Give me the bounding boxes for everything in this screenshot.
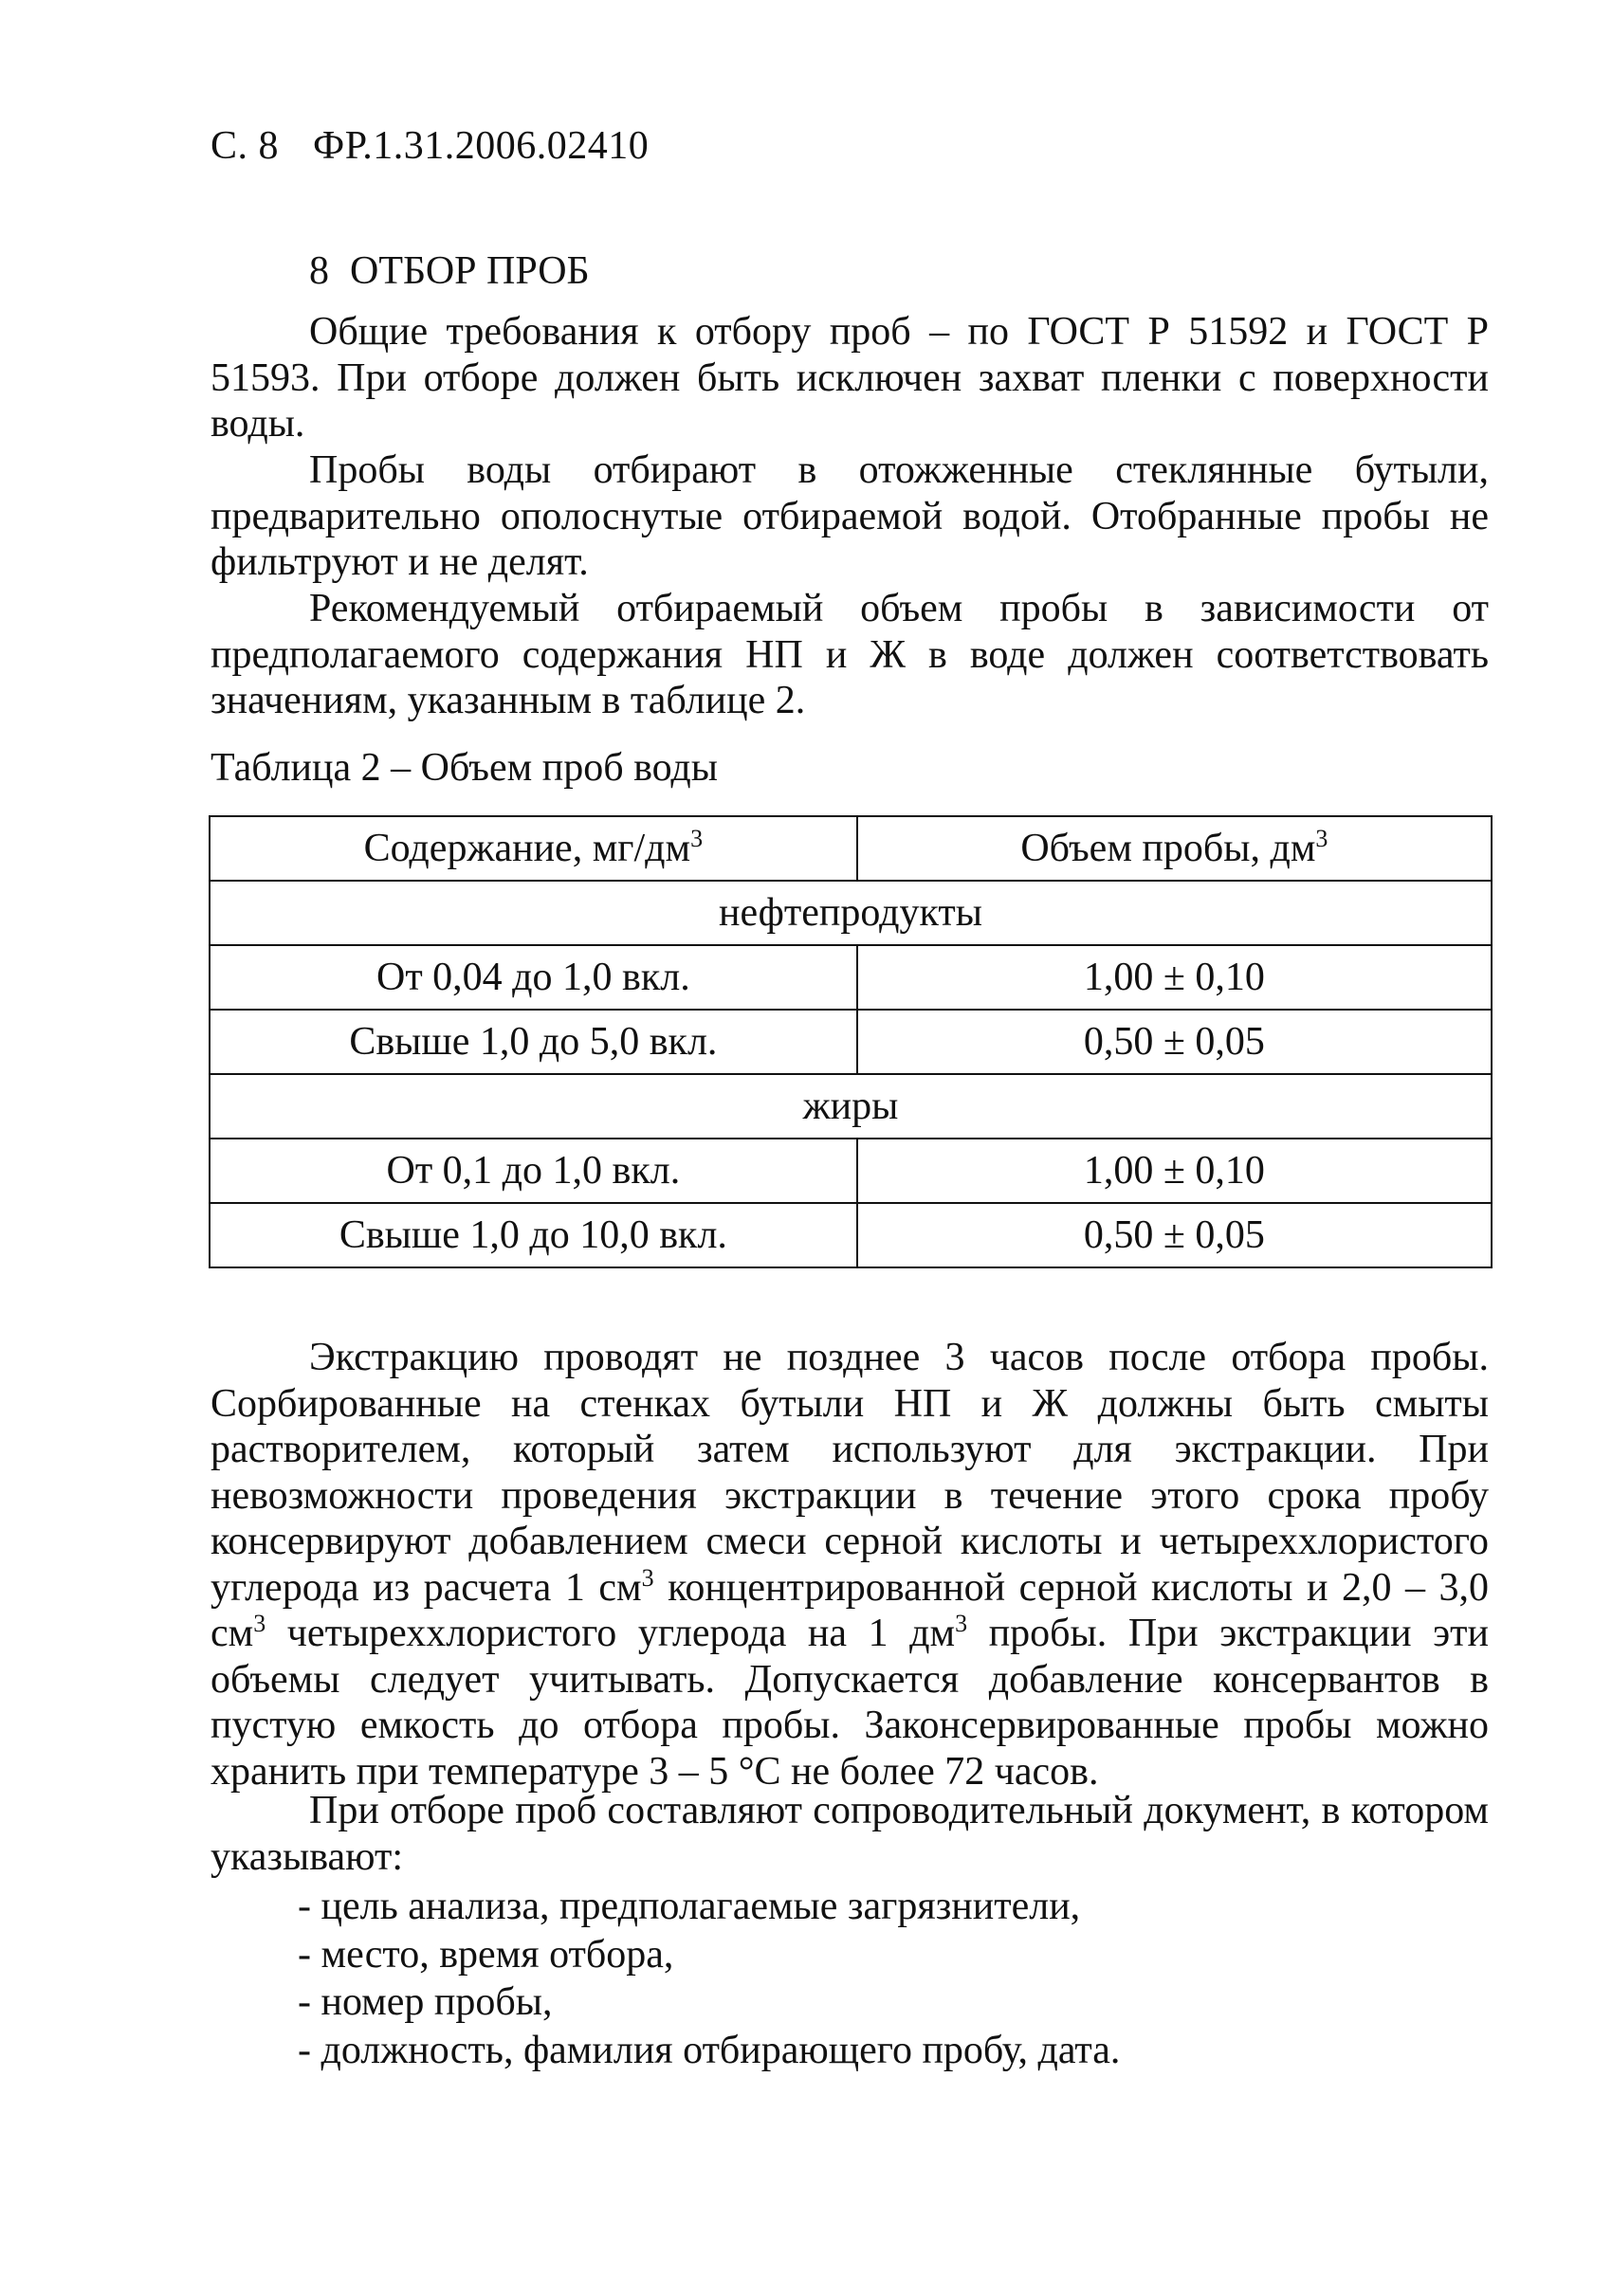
list-item: - должность, фамилия отбирающего пробу, дата. <box>298 2028 1121 2072</box>
content-cell: Свыше 1,0 до 5,0 вкл. <box>210 1010 857 1074</box>
paragraph-recommended-volume: Рекомендуемый отбираемый объем пробы в зависимости от предполагаемого содержания НП и Ж в воде должен соответствовать значениям, указанным в таблице 2. <box>211 587 1489 722</box>
section-number: 8 <box>309 249 329 293</box>
required-info-list <box>298 1883 1120 2074</box>
section-heading <box>309 248 590 294</box>
table-row <box>210 945 1492 1010</box>
volume-cell: 1,00 ± 0,10 <box>857 1139 1492 1203</box>
table-group-row <box>210 881 1492 945</box>
header-content-cell: Содержание, $мг/дм^3$ <box>210 816 857 881</box>
volume-cell: 1,00 ± 0,10 <box>857 945 1492 1010</box>
list-item: - место, время отбора, <box>298 1932 674 1977</box>
volume-cell: 0,50 ± 0,05 <box>857 1203 1492 1267</box>
paragraph-bottles: Пробы воды отбирают в отожженные стеклянные бутыли, предварительно ополоснутые отбираемой водой. Отобранные пробы не фильтруют и не делят. <box>211 448 1489 584</box>
paragraph-general-requirements: Общие требования к отбору проб – по ГОСТ Р 51592 и ГОСТ Р 51593. При отборе должен быть исключен захват пленки с поверхности воды. <box>211 310 1489 446</box>
sample-volume-table <box>209 815 1493 1268</box>
page-header <box>211 123 649 169</box>
table-row <box>210 1203 1492 1267</box>
group-label-oil-products: нефтепродукты <box>210 881 1492 945</box>
header-volume-cell: Объем пробы, $дм^3$ <box>857 816 1492 881</box>
page-number: С. 8 <box>211 124 280 168</box>
table-caption: Таблица 2 – Объем проб воды <box>211 746 718 790</box>
paragraph-accompanying-document: При отборе проб составляют сопроводительный документ, в котором указывают: <box>211 1789 1489 1879</box>
content-cell: От 0,1 до 1,0 вкл. <box>210 1139 857 1203</box>
content-cell: Свыше 1,0 до 10,0 вкл. <box>210 1203 857 1267</box>
table-header-row <box>210 816 1492 881</box>
content-cell: От 0,04 до 1,0 вкл. <box>210 945 857 1010</box>
table-row <box>210 1010 1492 1074</box>
document-code: ФР.1.31.2006.02410 <box>313 124 650 168</box>
list-item: - цель анализа, предполагаемые загрязнители, <box>298 1885 1081 1928</box>
paragraph-extraction: Экстракцию проводят не позднее 3 часов после отбора пробы. Сорбированные на стенках бутыли НП и Ж должны быть смыты растворителем, который затем используют для экстракции. При невозможности проведения экстракции в течение этого срока пробу консервируют добавлением смеси серной кислоты и четыреххлористого углерода из расчета 1 $см^3$ концентрированной серной кислоты и 2,0 – 3,0 $см^3$ четыреххлористого углерода на 1 $дм^3$ пробы. При экстракции эти объемы следует учитывать. Допускается добавление консервантов в пустую емкость до отбора пробы. Законсервированные пробы можно хранить при температуре 3 – 5 °С не более 72 часов. <box>211 1336 1490 1794</box>
list-item: - номер пробы, <box>298 1980 553 2024</box>
group-label-fats: жиры <box>210 1074 1492 1139</box>
volume-cell: 0,50 ± 0,05 <box>857 1010 1492 1074</box>
table-group-row <box>210 1074 1492 1139</box>
section-title: ОТБОР ПРОБ <box>350 249 590 293</box>
table-row <box>210 1139 1492 1203</box>
